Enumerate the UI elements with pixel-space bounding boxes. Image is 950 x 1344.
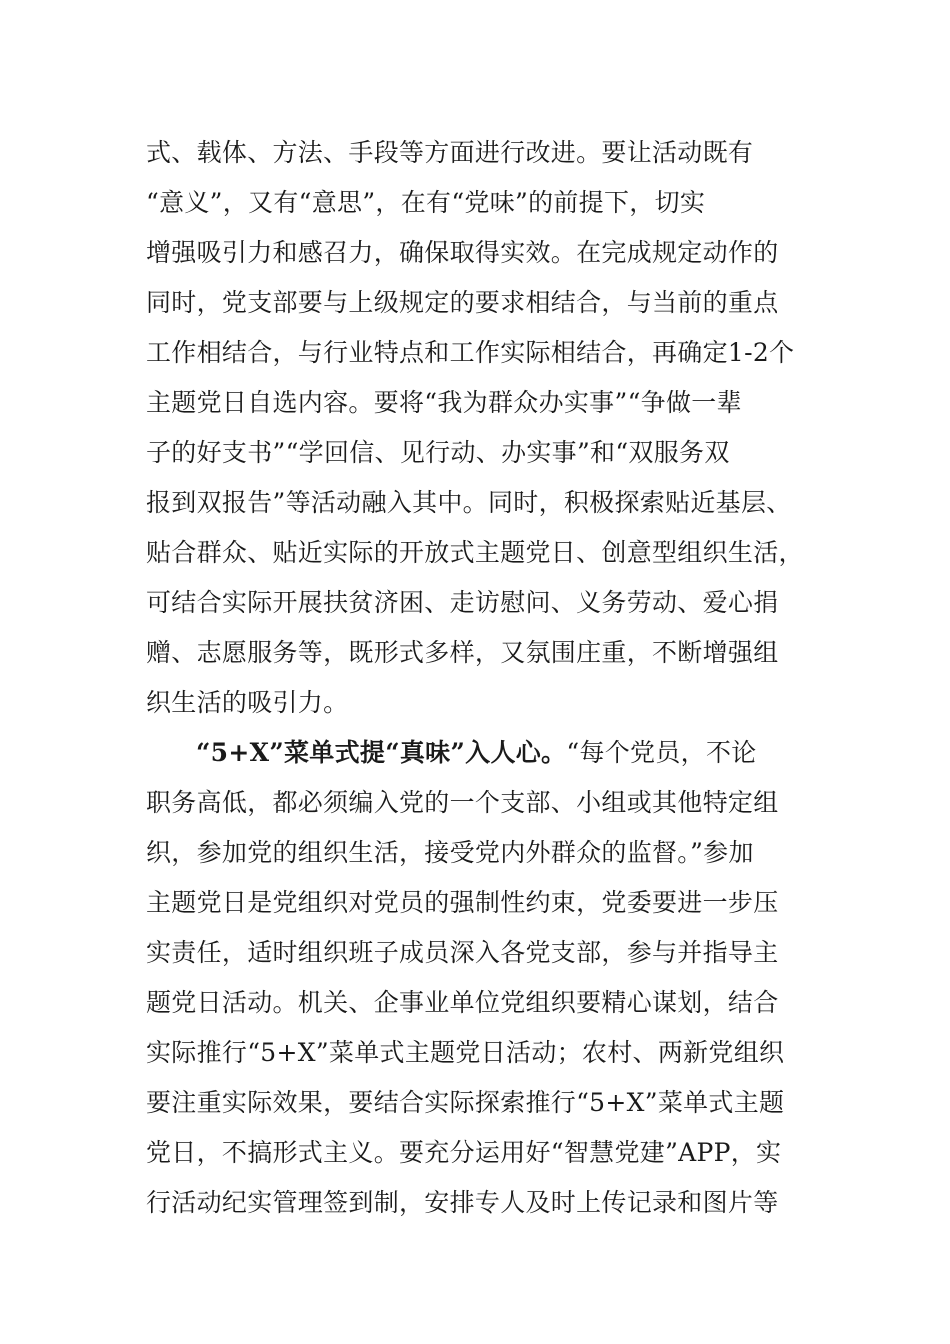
paragraph-heading-line <box>146 728 816 778</box>
text-line: 题党日活动。机关、企事业单位党组织要精心谋划，结合 <box>146 988 779 1017</box>
body-text <box>146 128 816 1228</box>
text-line: 贴合群众、贴近实际的开放式主题党日、创意型组织生活， <box>146 538 804 567</box>
text-line: 赠、志愿服务等，既形式多样，又氛围庄重，不断增强组 <box>146 638 779 667</box>
text-line: “意义”，又有“意思”，在有“党味”的前提下，切实 <box>146 188 706 217</box>
text-line: 同时，党支部要与上级规定的要求相结合，与当前的重点 <box>146 288 779 317</box>
text-line: 式、载体、方法、手段等方面进行改进。要让活动既有 <box>146 138 754 167</box>
text-line: 报到双报告”等活动融入其中。同时，积极探索贴近基层、 <box>146 488 792 517</box>
text-line: 职务高低，都必须编入党的一个支部、小组或其他特定组 <box>146 788 779 817</box>
text-line: 实责任，适时组织班子成员深入各党支部，参与并指导主 <box>146 938 779 967</box>
text-line: 子的好支书”“学回信、见行动、办实事”和“双服务双 <box>146 438 730 467</box>
text-line: 主题党日是党组织对党员的强制性约束，党委要进一步压 <box>146 888 779 917</box>
text-line: 要注重实际效果，要结合实际探索推行“5+X”菜单式主题 <box>146 1088 785 1117</box>
paragraph-heading: “5+X”菜单式提“真味”入人心。 <box>196 738 567 767</box>
text-line: 主题党日自选内容。要将“我为群众办实事”“争做一辈 <box>146 388 742 417</box>
heading-line-text: “每个党员，不论 <box>566 738 757 767</box>
text-line: 党日，不搞形式主义。要充分运用好“智慧党建”APP，实 <box>146 1138 782 1167</box>
text-line: 实际推行“5+X”菜单式主题党日活动；农村、两新党组织 <box>146 1038 785 1067</box>
text-line: 织，参加党的组织生活，接受党内外群众的监督。”参加 <box>146 838 754 867</box>
text-line: 行活动纪实管理签到制，安排专人及时上传记录和图片等 <box>146 1188 779 1217</box>
text-line: 增强吸引力和感召力，确保取得实效。在完成规定动作的 <box>146 238 779 267</box>
text-line: 织生活的吸引力。 <box>146 688 349 717</box>
text-line: 工作相结合，与行业特点和工作实际相结合，再确定1-2个 <box>146 338 795 367</box>
text-line: 可结合实际开展扶贫济困、走访慰问、义务劳动、爱心捐 <box>146 588 779 617</box>
